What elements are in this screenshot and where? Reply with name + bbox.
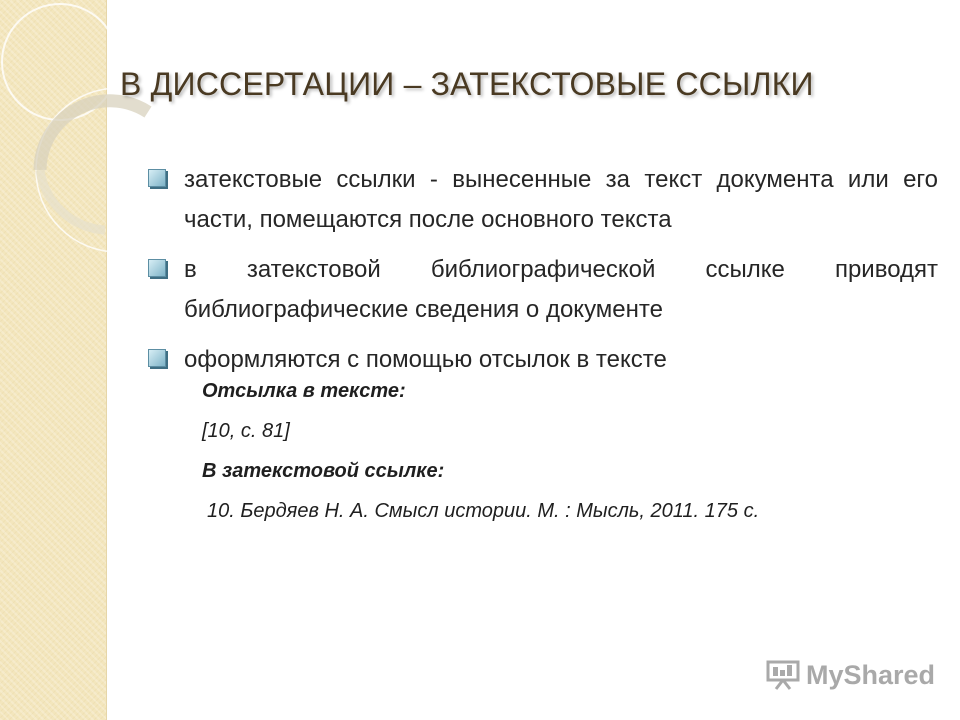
bullet-item [148, 250, 938, 330]
slide-title: В ДИССЕРТАЦИИ – ЗАТЕКСТОВЫЕ ССЫЛКИ [120, 66, 814, 102]
bullet-item [148, 340, 938, 380]
bullet-text: в затекстовой библиографической ссылке приводят библиографические сведения о документе [184, 256, 938, 323]
bullet-text: затекстовые ссылки - вынесенные за текст документа или его части, помещаются после основного текста [184, 166, 938, 233]
bullet-list [148, 160, 938, 390]
checkbox-bullet-icon [148, 349, 166, 367]
bullet-item [148, 160, 938, 240]
checkbox-bullet-icon [148, 169, 166, 187]
in-text-label: Отсылка в тексте: [202, 380, 406, 402]
myshared-watermark [766, 655, 935, 695]
checkbox-bullet-icon [148, 259, 166, 277]
in-text-example: [10, с. 81] [202, 420, 290, 442]
watermark-text: MyShared [806, 659, 936, 690]
after-text-example: 10. Бердяев Н. А. Смысл истории. М. : Мысль, 2011. 175 с. [207, 500, 760, 522]
after-text-label: В затекстовой ссылке: [202, 460, 445, 482]
bullet-text: оформляются с помощью отсылок в тексте [184, 346, 667, 373]
presentation-board-icon [766, 660, 800, 690]
